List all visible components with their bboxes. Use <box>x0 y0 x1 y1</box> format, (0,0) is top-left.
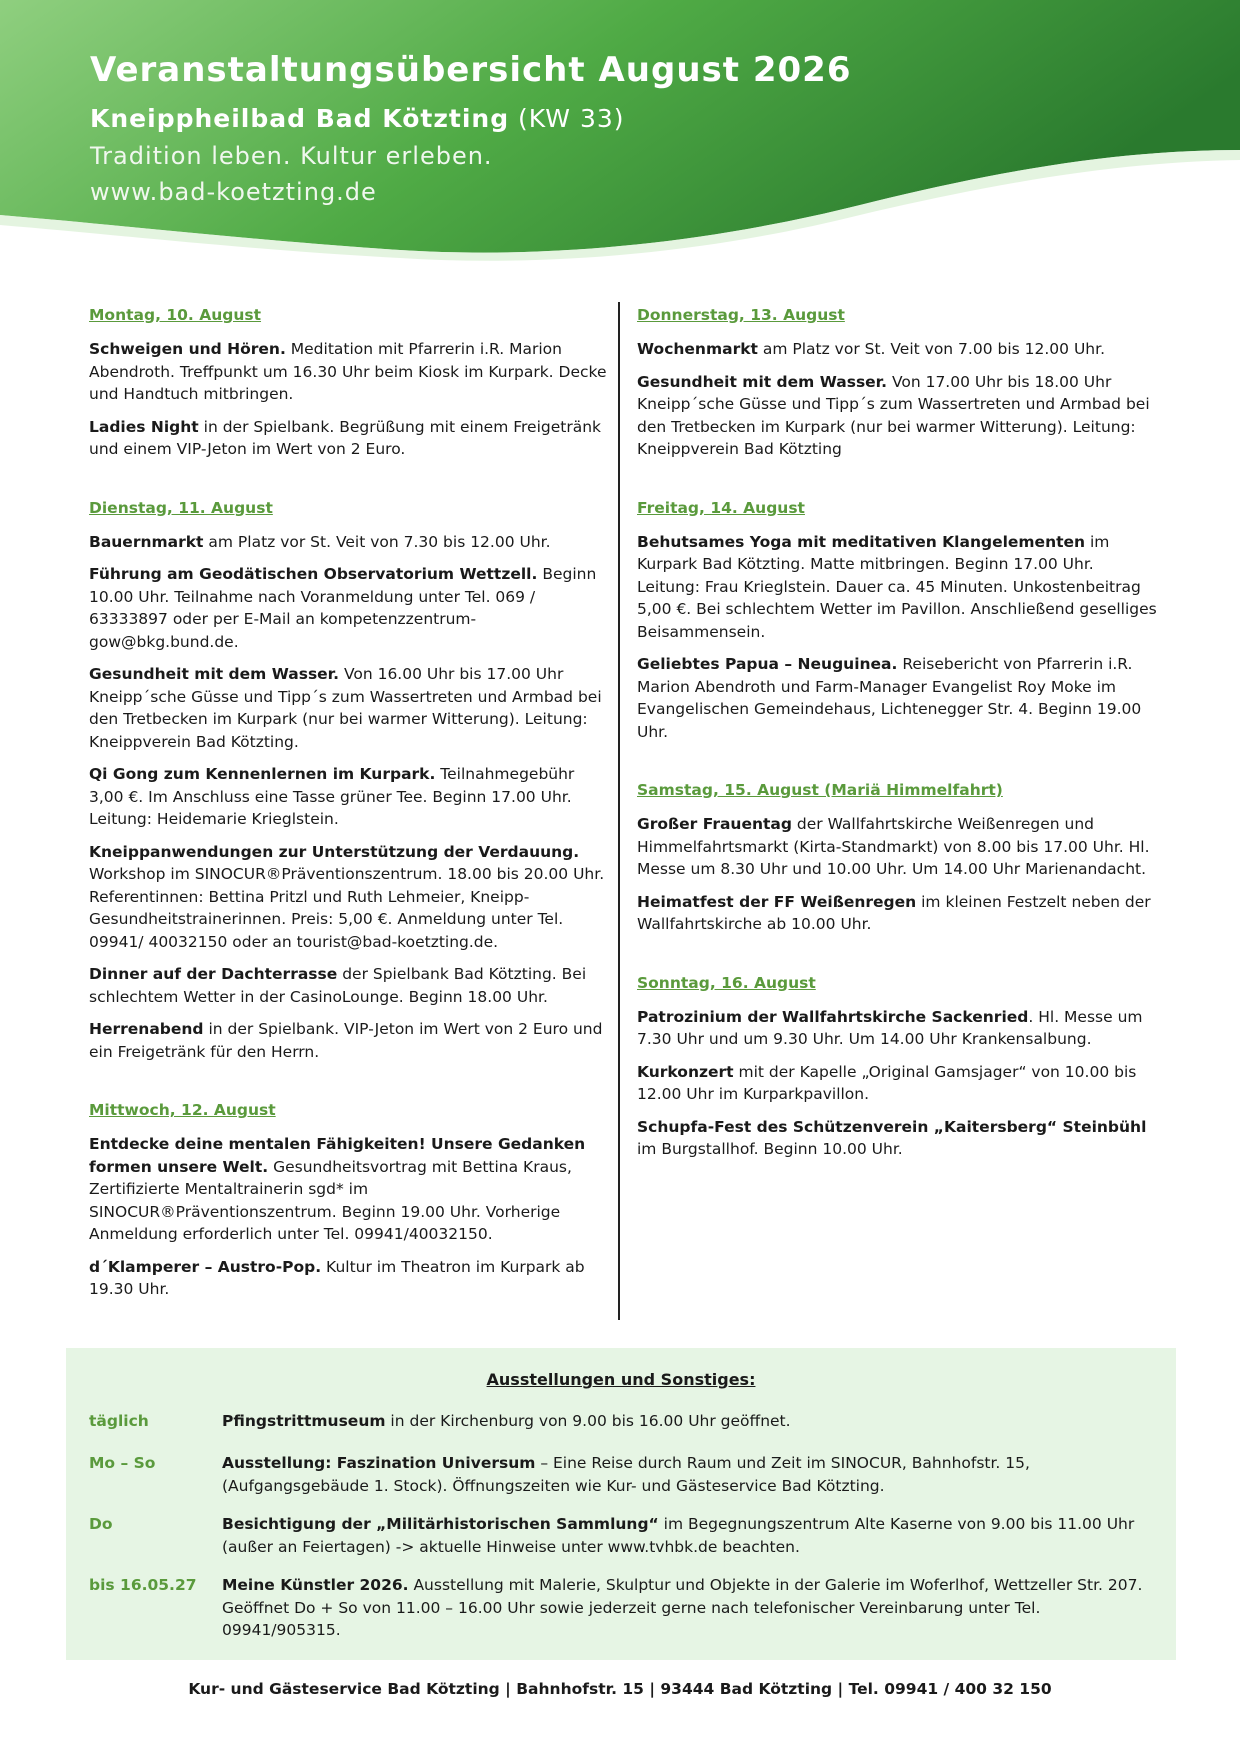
event-item <box>637 531 1157 644</box>
exhibition-title: Ausstellung: Faszination Universum <box>222 1454 536 1472</box>
day-section-sunday <box>637 974 1157 1161</box>
subtitle-week: (KW 33) <box>509 104 625 133</box>
day-heading: Dienstag, 11. August <box>89 498 273 517</box>
exhibition-title: Besichtigung der „Militärhistorischen Sammlung“ <box>222 1515 659 1533</box>
event-item <box>637 653 1157 743</box>
day-heading: Sonntag, 16. August <box>637 973 816 992</box>
event-item <box>637 338 1157 361</box>
event-text: Von 17.00 Uhr bis 18.00 Uhr Kneipp´sche Güsse und Tipp´s zum Wassertreten und Armbad bei den Tretbecken im Kurpark (nur bei warmer Witterung). Leitung: Kneippverein Bad Kötzting <box>637 372 1150 458</box>
event-title: Dinner auf der Dachterrasse <box>89 965 338 983</box>
page-subtitle <box>90 104 625 133</box>
event-text: . Hl. Messe um 7.30 Uhr und um 9.30 Uhr. Um 14.00 Uhr Krankensalbung. <box>637 1007 1143 1048</box>
event-title: Kurkonzert <box>637 1062 734 1081</box>
event-text: in der Spielbank. Begrüßung mit einem Freigetränk und einem VIP-Jeton im Wert von 2 Euro. <box>89 417 601 458</box>
event-title: Ladies Night <box>89 417 199 436</box>
day-heading: Mittwoch, 12. August <box>89 1101 276 1119</box>
event-text: Beginn 10.00 Uhr. Teilnahme nach Voranmeldung unter Tel. 069 / 63333897 oder per E-Mail an kompetenzzentrum-gow@bkg.bund.de. <box>89 565 597 651</box>
event-title: Entdecke deine mentalen Fähigkeiten! Unsere Gedanken formen unsere Welt. <box>89 1135 586 1176</box>
page-title: Veranstaltungsübersicht August 2026 <box>90 50 852 90</box>
event-text: am Platz vor St. Veit von 7.00 bis 12.00 Uhr. <box>757 340 1105 358</box>
event-item <box>89 338 609 406</box>
event-item <box>637 891 1157 936</box>
event-item <box>89 663 609 753</box>
event-item <box>637 371 1157 461</box>
event-title: d´Klamperer – Austro-Pop. <box>89 1257 322 1276</box>
event-text: Gesundheitsvortrag mit Bettina Kraus, Zertifizierte Mentaltrainerin sgd* im SINOCUR®Präventionszentrum. Beginn 19.00 Uhr. Vorherige Anmeldung erforderlich unter Tel. 09941/40032150. <box>89 1157 572 1243</box>
event-item <box>637 1116 1157 1161</box>
exhibition-title: Meine Künstler 2026. <box>222 1576 409 1594</box>
exhibition-text: – Eine Reise durch Raum und Zeit im SINOCUR, Bahnhofstr. 15, (Aufgangsgebäude 1. Stock). Öffnungszeiten wie Kur- und Gästeservice Bad Kötzting. <box>222 1454 1030 1495</box>
exhibition-when: Mo – So <box>89 1454 156 1472</box>
event-text: in der Spielbank. VIP-Jeton im Wert von 2 Euro und ein Freigetränk für den Herrn. <box>89 1020 603 1061</box>
exhibitions-box <box>66 1348 1176 1660</box>
event-item <box>637 1006 1157 1051</box>
event-item <box>89 416 609 461</box>
day-section-friday <box>637 499 1157 744</box>
event-text: der Wallfahrtskirche Weißenregen und Himmelfahrtsmarkt (Kirta-Standmarkt) von 8.00 bis 17.00 Uhr. Hl. Messe um 8.30 Uhr und 10.00 Uhr. Um 14.00 Uhr Marienandacht. <box>637 815 1150 878</box>
event-title: Geliebtes Papua – Neuguinea. <box>637 655 898 673</box>
event-item <box>89 563 609 653</box>
event-item <box>637 813 1157 881</box>
exhibition-description <box>222 1513 1162 1558</box>
event-text: Meditation mit Pfarrerin i.R. Marion Abendroth. Treffpunkt um 16.30 Uhr beim Kiosk im Kurpark. Decke und Handtuch mitbringen. <box>89 340 607 403</box>
event-item <box>89 531 609 554</box>
day-heading: Samstag, 15. August (Mariä Himmelfahrt) <box>637 781 1003 799</box>
event-text: Kultur im Theatron im Kurpark ab 19.30 Uhr. <box>89 1257 585 1298</box>
event-text: der Spielbank Bad Kötzting. Bei schlechtem Wetter in der CasinoLounge. Beginn 18.00 Uhr. <box>89 965 587 1006</box>
event-text: im Burgstallhof. Beginn 10.00 Uhr. <box>637 1140 903 1158</box>
website-link[interactable]: www.bad-koetzting.de <box>90 178 377 206</box>
event-title: Kneippanwendungen zur Unterstützung der Verdauung. <box>89 842 580 861</box>
day-section-monday <box>89 306 609 461</box>
day-heading: Freitag, 14. August <box>637 498 805 517</box>
exhibition-when: Do <box>89 1515 113 1533</box>
event-text: mit der Kapelle „Original Gamsjager“ von 10.00 bis 12.00 Uhr im Kurparkpavillon. <box>637 1062 1137 1103</box>
event-title: Führung am Geodätischen Observatorium Wettzell. <box>89 565 538 583</box>
exhibition-text: im Begegnungszentrum Alte Kaserne von 9.00 bis 11.00 Uhr (außer an Feiertagen) -> aktuelle Hinweise unter www.tvhbk.de beachten. <box>222 1515 1135 1556</box>
day-section-wednesday <box>89 1101 609 1301</box>
event-title: Behutsames Yoga mit meditativen Klangelementen <box>637 532 1086 551</box>
event-text: im kleinen Festzelt neben der Wallfahrtskirche ab 10.00 Uhr. <box>637 892 1151 933</box>
day-section-saturday <box>637 781 1157 936</box>
exhibition-text: Ausstellung mit Malerie, Skulptur und Objekte in der Galerie im Woferlhof, Wettzeller Str. 207. Geöffnet Do + So von 11.00 – 16.00 Uhr sowie jederzeit gerne nach telefonischer Vereinbarung unter Tel. 09941/905315. <box>222 1576 1143 1639</box>
event-title: Schupfa-Fest des Schützenverein „Kaitersberg“ Steinbühl <box>637 1117 1147 1136</box>
day-section-thursday <box>637 306 1157 461</box>
event-text: Teilnahmegebühr 3,00 €. Im Anschluss eine Tasse grüner Tee. Beginn 17.00 Uhr. Leitung: Heidemarie Krieglstein. <box>89 765 575 828</box>
event-title: Bauernmarkt <box>89 532 204 551</box>
event-title: Gesundheit mit dem Wasser. <box>89 665 340 683</box>
event-item <box>89 1256 609 1301</box>
event-title: Schweigen und Hören. <box>89 340 286 358</box>
event-text: Von 16.00 Uhr bis 17.00 Uhr Kneipp´sche Güsse und Tipp´s zum Wassertreten und Armbad bei den Tretbecken im Kurpark (nur bei warmer Witterung). Leitung: Kneippverein Bad Kötzting. <box>89 665 602 751</box>
event-item <box>89 763 609 831</box>
event-item <box>89 1133 609 1246</box>
event-item <box>89 841 609 954</box>
exhibition-when: täglich <box>89 1412 149 1430</box>
column-divider <box>618 302 620 1320</box>
day-heading: Donnerstag, 13. August <box>637 306 845 324</box>
day-heading: Montag, 10. August <box>89 306 262 324</box>
exhibition-description <box>222 1574 1162 1642</box>
event-title: Herrenabend <box>89 1020 204 1038</box>
exhibition-description <box>222 1410 1162 1433</box>
event-text: am Platz vor St. Veit von 7.30 bis 12.00 Uhr. <box>203 532 551 551</box>
event-text: im Kurpark Bad Kötzting. Matte mitbringen. Beginn 17.00 Uhr. Leitung: Frau Krieglstein. Dauer ca. 45 Minuten. Unkostenbeitrag 5,00 €. Bei schlechtem Wetter im Pavillon. Anschließend geselliges Beisammensein. <box>637 532 1157 641</box>
tagline: Tradition leben. Kultur erleben. <box>90 142 493 170</box>
exhibition-text: in der Kirchenburg von 9.00 bis 16.00 Uhr geöffnet. <box>385 1412 791 1430</box>
event-item <box>89 1018 609 1063</box>
event-title: Qi Gong zum Kennenlernen im Kurpark. <box>89 765 436 783</box>
event-title: Gesundheit mit dem Wasser. <box>637 372 888 391</box>
event-title: Großer Frauentag <box>637 815 792 833</box>
footer-contact: Kur- und Gästeservice Bad Kötzting | Bahnhofstr. 15 | 93444 Bad Kötzting | Tel. 09941 / 400 32 150 <box>188 1680 1052 1698</box>
header-banner <box>0 0 1240 270</box>
subtitle-location: Kneippheilbad Bad Kötzting <box>90 104 510 133</box>
event-text: Workshop im SINOCUR®Präventionszentrum. 18.00 bis 20.00 Uhr. Referentinnen: Bettina Pritzl und Ruth Lehmeier, Kneipp-Gesundheitstrainerinnen. Preis: 5,00 €. Anmeldung unter Tel. 09941/ 40032150 oder an tourist@bad-koetzting.de. <box>89 865 605 951</box>
day-section-tuesday <box>89 499 609 1064</box>
exhibition-title: Pfingstrittmuseum <box>222 1412 386 1430</box>
event-item <box>89 963 609 1008</box>
left-column <box>89 300 609 1339</box>
event-text: Reisebericht von Pfarrerin i.R. Marion Abendroth und Farm-Manager Evangelist Roy Moke im Evangelischen Gemeindehaus, Lichtenegger Str. 4. Beginn 19.00 Uhr. <box>637 655 1142 741</box>
right-column <box>637 300 1157 1199</box>
exhibition-when: bis 16.05.27 <box>89 1576 197 1594</box>
event-title: Wochenmarkt <box>637 340 758 358</box>
event-title: Heimatfest der FF Weißenregen <box>637 892 917 911</box>
header-wave-background <box>0 0 1240 270</box>
exhibition-description <box>222 1452 1162 1497</box>
event-title: Patrozinium der Wallfahrtskirche Sackenried <box>637 1007 1029 1026</box>
event-item <box>637 1061 1157 1106</box>
exhibitions-heading: Ausstellungen und Sonstiges: <box>486 1370 756 1389</box>
